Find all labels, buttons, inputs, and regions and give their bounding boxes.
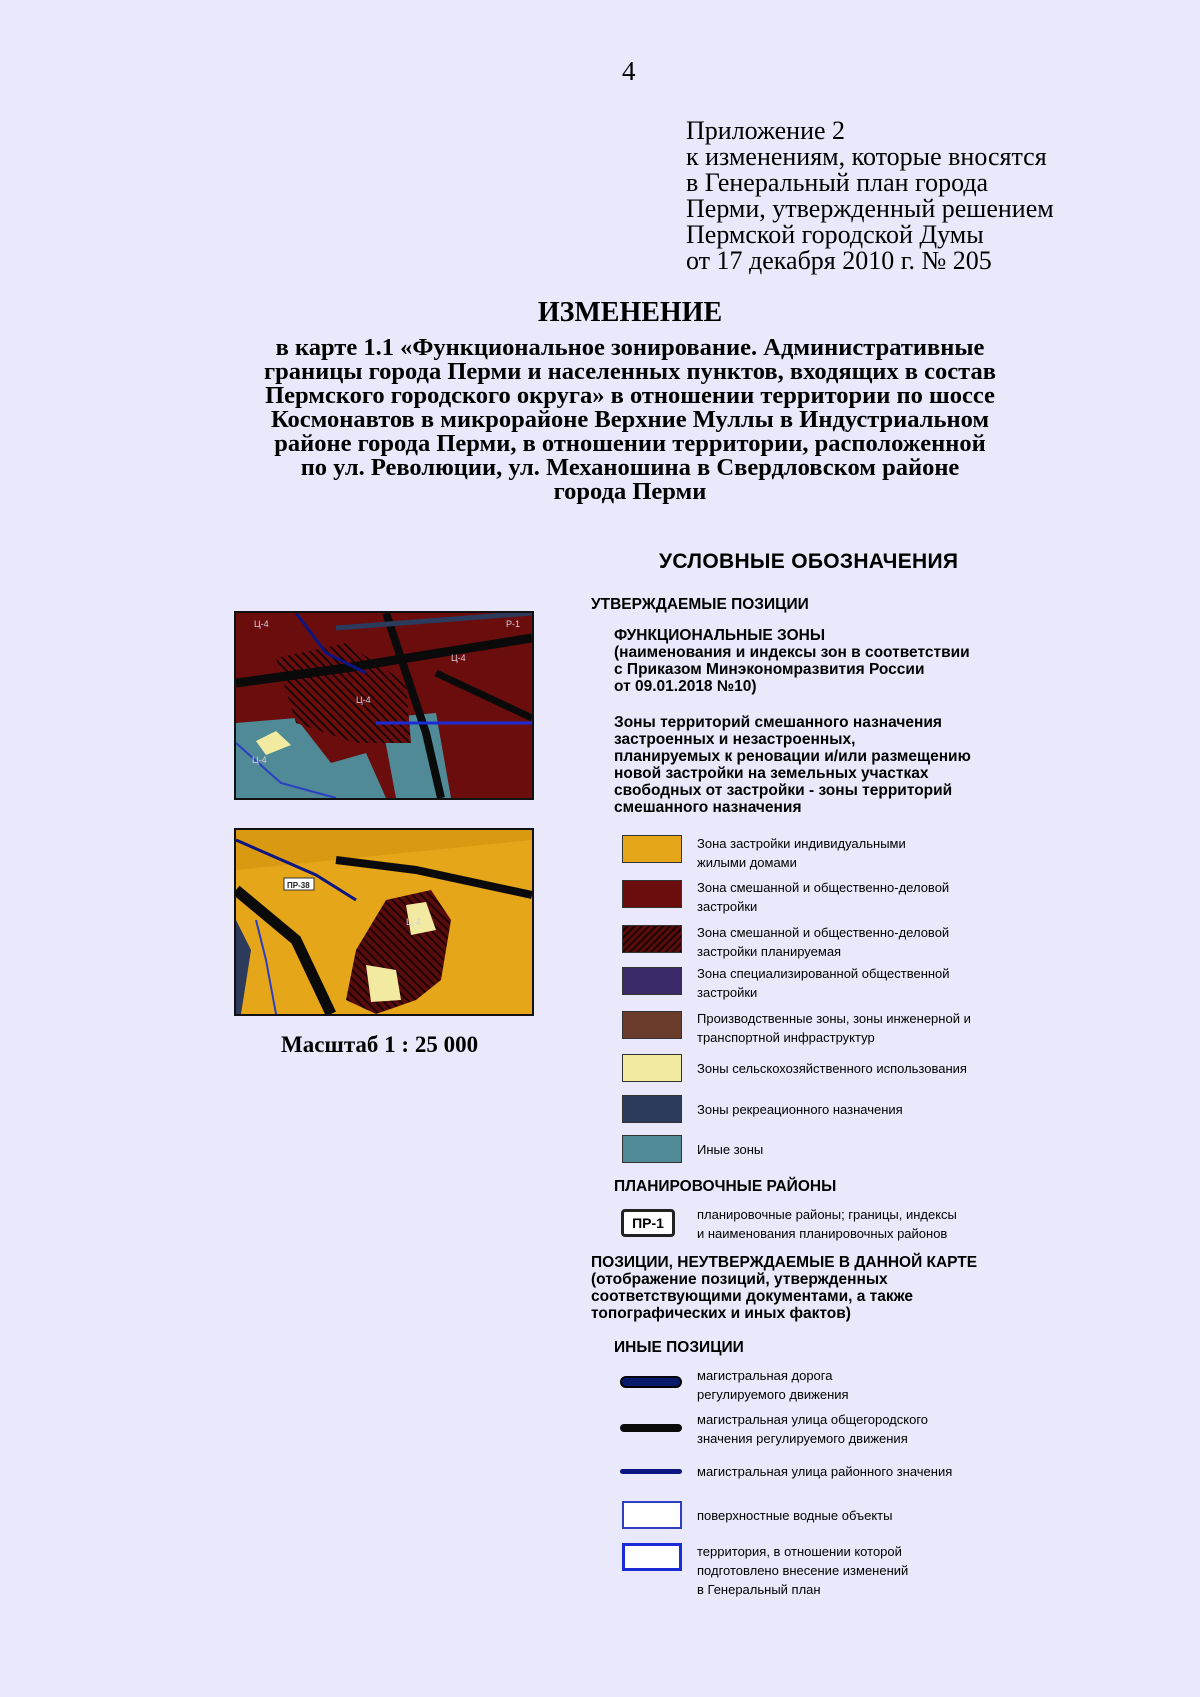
map2-label-2: Ц-4 (406, 917, 421, 927)
change-territory-label (697, 1542, 908, 1599)
label-line: магистральная дорога (697, 1368, 833, 1383)
subtitle-line: Пермского городского округа» в отношении территории по шоссе (265, 382, 995, 409)
appendix-line: Перми, утвержденный решением (686, 194, 1054, 223)
water-objects-label (697, 1506, 892, 1525)
zone-label (697, 1059, 967, 1078)
zone-label (697, 1140, 763, 1159)
appendix-note (686, 118, 1054, 274)
label-line: Зоны сельскохозяйственного использования (697, 1061, 967, 1076)
subtitle-line: по ул. Революции, ул. Механошина в Свердловском районе (300, 454, 960, 481)
zone-swatch (622, 967, 682, 995)
document-title: ИЗМЕНЕНИЕ (537, 297, 723, 328)
main-road-label (697, 1366, 849, 1404)
label-line: застройки (697, 985, 758, 1000)
map-fragment-2 (234, 828, 534, 1016)
label-line: и наименования планировочных районов (697, 1226, 948, 1241)
map1-label-2: Ц-4 (451, 653, 466, 663)
heading-line: планируемых к реновации и/или размещению (614, 748, 971, 765)
zone-swatch (622, 1054, 682, 1082)
label-line: транспортной инфраструктур (697, 1030, 875, 1045)
zone-swatch-hatched (622, 925, 682, 953)
mixed-zones-heading (614, 714, 971, 816)
map1-label-5: Р-1 (506, 619, 521, 629)
other-positions-heading: ИНЫЕ ПОЗИЦИИ (614, 1339, 744, 1356)
zone-swatch (622, 835, 682, 863)
label-line: значения регулируемого движения (697, 1431, 908, 1446)
heading-line: застроенных и незастроенных, (614, 731, 856, 748)
appendix-line: к изменениям, которые вносятся (686, 142, 1047, 171)
not-approved-heading (591, 1254, 977, 1322)
zone-label (697, 1100, 903, 1119)
heading-line: с Приказом Минэкономразвития России (614, 661, 925, 678)
heading-line: соответствующими документами, а также (591, 1288, 914, 1305)
map1-label-4: Ц-4 (252, 755, 267, 765)
label-line: магистральная улица районного значения (697, 1464, 953, 1479)
label-line: Зона смешанной и общественно-деловой (697, 880, 950, 895)
legend-change-territory (622, 1543, 682, 1571)
label-line: Зона смешанной и общественно-деловой (697, 925, 950, 940)
zone-label (697, 964, 950, 1002)
label-line: жилыми домами (697, 855, 797, 870)
legend-water-objects (622, 1501, 682, 1529)
heading-line: новой застройки на земельных участках (614, 765, 929, 782)
appendix-line: Пермской городской Думы (686, 220, 984, 249)
approved-positions-heading: УТВЕРЖДАЕМЫЕ ПОЗИЦИИ (591, 596, 809, 613)
label-line: поверхностные водные объекты (697, 1508, 893, 1523)
legend-line-main-road (620, 1376, 682, 1388)
label-line: территория, в отношении которой (697, 1544, 902, 1559)
planning-district-label (697, 1205, 957, 1243)
label-line: планировочные районы; границы, индексы (697, 1207, 957, 1222)
label-line: застройки (697, 899, 758, 914)
heading-line: Зоны территорий смешанного назначения (614, 714, 942, 731)
label-line: магистральная улица общегородского (697, 1412, 929, 1427)
appendix-line: от 17 декабря 2010 г. № 205 (686, 246, 992, 275)
subtitle-line: города Перми (553, 478, 707, 505)
heading-line: ФУНКЦИОНАЛЬНЫЕ ЗОНЫ (614, 627, 825, 644)
subtitle-line: в карте 1.1 «Функциональное зонирование. Административные (275, 334, 985, 361)
zone-label (697, 1009, 971, 1047)
heading-line: топографических и иных фактов) (591, 1305, 851, 1322)
appendix-line: в Генеральный план города (686, 168, 989, 197)
heading-line: (наименования и индексы зон в соответствии (614, 644, 970, 661)
city-street-label (697, 1410, 928, 1448)
zone-swatch (622, 880, 682, 908)
planning-districts-heading: ПЛАНИРОВОЧНЫЕ РАЙОНЫ (614, 1178, 837, 1195)
legend-line-district-street (620, 1469, 682, 1474)
zone-swatch (622, 1095, 682, 1123)
district-street-label (697, 1462, 952, 1481)
heading-line: (отображение позиций, утвержденных (591, 1271, 888, 1288)
label-line: регулируемого движения (697, 1387, 849, 1402)
label-line: Зона застройки индивидуальными (697, 836, 906, 851)
legend-line-city-street (620, 1424, 682, 1432)
zone-swatch (622, 1135, 682, 1163)
subtitle-line: границы города Перми и населенных пунктов, входящих в состав (264, 358, 996, 385)
zone-label (697, 878, 949, 916)
label-line: Иные зоны (697, 1142, 764, 1157)
map1-label-3: Ц-4 (356, 695, 371, 705)
zone-swatch (622, 1011, 682, 1039)
subtitle-line: Космонавтов в микрорайоне Верхние Муллы в Индустриальном (270, 406, 990, 433)
zone-label (697, 834, 906, 872)
appendix-line: Приложение 2 (686, 116, 846, 145)
heading-line: свободных от застройки - зоны территорий (614, 782, 953, 799)
label-line: Зоны рекреационного назначения (697, 1102, 903, 1117)
functional-zones-heading (614, 627, 970, 695)
map1-label-1: Ц-4 (254, 619, 269, 629)
label-line: Производственные зоны, зоны инженерной и (697, 1011, 971, 1026)
page-number: 4 (622, 56, 636, 86)
map-fragment-2-drawing (236, 830, 532, 1014)
heading-line: ПОЗИЦИИ, НЕУТВЕРЖДАЕМЫЕ В ДАННОЙ КАРТЕ (591, 1254, 978, 1271)
map-fragment-1-drawing (236, 613, 532, 798)
heading-line: от 09.01.2018 №10) (614, 678, 757, 695)
heading-line: смешанного назначения (614, 799, 802, 816)
map-fragment-1 (234, 611, 534, 800)
map-scale: Масштаб 1 : 25 000 (281, 1032, 479, 1057)
label-line: в Генеральный план (697, 1582, 821, 1597)
planning-district-badge: ПР-1 (621, 1209, 675, 1237)
label-line: Зона специализированной общественной (697, 966, 950, 981)
map2-label-1: ПР-38 (287, 881, 310, 890)
zone-label (697, 923, 949, 961)
label-line: застройки планируемая (697, 944, 842, 959)
subtitle-line: районе города Перми, в отношении территории, расположенной (274, 430, 986, 457)
label-line: подготовлено внесение изменений (697, 1563, 909, 1578)
document-subtitle (190, 336, 1070, 504)
legend-title: УСЛОВНЫЕ ОБОЗНАЧЕНИЯ (659, 550, 959, 573)
